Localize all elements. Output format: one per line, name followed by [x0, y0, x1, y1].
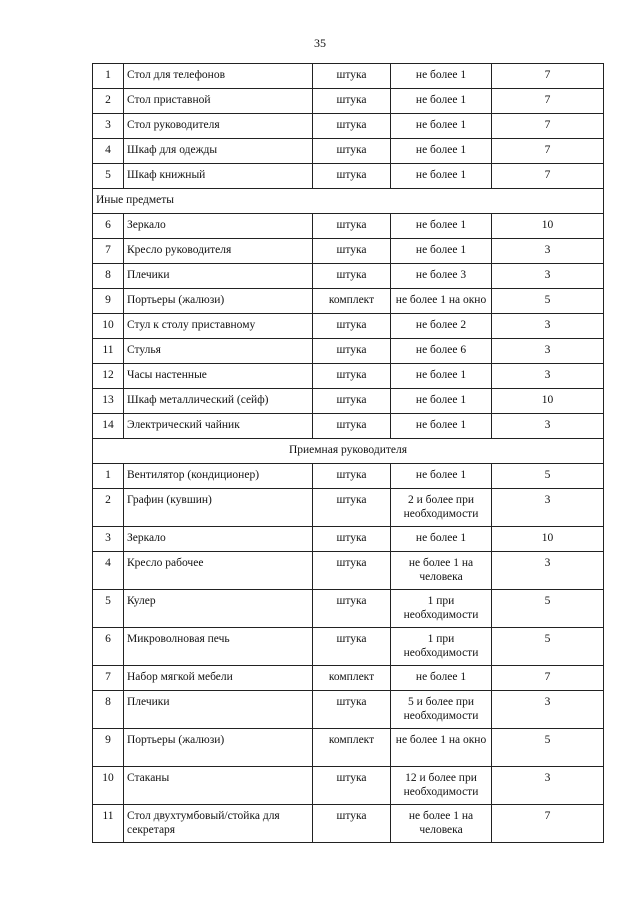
unit-of-measure: комплект — [328, 671, 375, 683]
item-name-cell — [124, 414, 313, 439]
unit-of-measure: комплект — [328, 734, 375, 746]
section-header-text: Приемная руководителя — [288, 444, 408, 456]
table-row — [93, 139, 604, 164]
quantity-norm: не более 1 на окно — [395, 734, 487, 746]
service-life-cell — [492, 164, 604, 189]
quantity-norm-cell — [391, 527, 492, 552]
quantity-norm: не более 1 — [415, 144, 467, 156]
service-life-cell — [492, 89, 604, 114]
unit-of-measure: штука — [336, 557, 367, 569]
row-number-cell — [93, 214, 124, 239]
quantity-norm: не более 1 — [415, 69, 467, 81]
table-row — [93, 339, 604, 364]
quantity-norm: не более 3 — [415, 269, 467, 281]
quantity-norm-cell — [391, 264, 492, 289]
table-row — [93, 264, 604, 289]
unit-of-measure-cell — [313, 339, 391, 364]
unit-of-measure-cell — [313, 364, 391, 389]
row-number: 9 — [105, 734, 111, 746]
table-row — [93, 164, 604, 189]
item-name-cell — [124, 139, 313, 164]
unit-of-measure: штука — [336, 810, 367, 822]
unit-of-measure: штука — [336, 219, 367, 231]
service-life-cell — [492, 805, 604, 843]
item-name: Портьеры (жалюзи) — [127, 294, 225, 306]
unit-of-measure-cell — [313, 414, 391, 439]
quantity-norm: 5 и более при необходимости — [403, 696, 479, 722]
item-name: Кресло руководителя — [127, 244, 232, 256]
service-life-cell — [492, 339, 604, 364]
unit-of-measure-cell — [313, 89, 391, 114]
unit-of-measure: штука — [336, 532, 367, 544]
item-name-cell — [124, 89, 313, 114]
service-life: 7 — [544, 94, 551, 106]
item-name-cell — [124, 364, 313, 389]
table-row — [93, 239, 604, 264]
unit-of-measure: штука — [336, 69, 367, 81]
quantity-norm: не более 6 — [415, 344, 467, 356]
item-name: Стол руководителя — [127, 119, 220, 131]
unit-of-measure-cell — [313, 239, 391, 264]
table-row — [93, 628, 604, 666]
quantity-norm: 2 и более при необходимости — [403, 494, 479, 520]
item-name: Портьеры (жалюзи) — [127, 734, 225, 746]
table-row — [93, 289, 604, 314]
row-number-cell — [93, 628, 124, 666]
service-life-cell — [492, 691, 604, 729]
item-name-cell — [124, 628, 313, 666]
table-row — [93, 314, 604, 339]
item-name-cell — [124, 552, 313, 590]
quantity-norm: не более 1 — [415, 94, 467, 106]
row-number: 10 — [102, 772, 114, 784]
row-number-cell — [93, 114, 124, 139]
unit-of-measure-cell — [313, 729, 391, 767]
item-name: Шкаф для одежды — [127, 144, 218, 156]
row-number-cell — [93, 805, 124, 843]
table-row — [93, 767, 604, 805]
quantity-norm: не более 1 — [415, 671, 467, 683]
quantity-norm-cell — [391, 239, 492, 264]
service-life: 3 — [544, 369, 551, 381]
quantity-norm-cell — [391, 139, 492, 164]
service-life-cell — [492, 729, 604, 767]
item-name-cell — [124, 527, 313, 552]
item-name: Часы настенные — [127, 369, 207, 381]
row-number: 13 — [102, 394, 114, 406]
unit-of-measure: штука — [336, 369, 367, 381]
unit-of-measure: штука — [336, 494, 367, 506]
service-life-cell — [492, 414, 604, 439]
item-name-cell — [124, 114, 313, 139]
unit-of-measure: штука — [336, 469, 367, 481]
quantity-norm: не более 1 — [415, 219, 467, 231]
item-name-cell — [124, 164, 313, 189]
item-name: Стол для телефонов — [127, 69, 226, 81]
quantity-norm-cell — [391, 805, 492, 843]
item-name-cell — [124, 264, 313, 289]
table-row — [93, 489, 604, 527]
item-name: Стол двухтумбовый/стойка для секретаря — [127, 810, 280, 836]
row-number-cell — [93, 414, 124, 439]
quantity-norm-cell — [391, 114, 492, 139]
item-name-cell — [124, 767, 313, 805]
table-row — [93, 590, 604, 628]
service-life: 7 — [544, 144, 551, 156]
service-life: 3 — [544, 696, 551, 708]
unit-of-measure: штука — [336, 394, 367, 406]
service-life-cell — [492, 239, 604, 264]
item-name-cell — [124, 339, 313, 364]
item-name-cell — [124, 729, 313, 767]
service-life: 3 — [544, 419, 551, 431]
item-name: Плечики — [127, 696, 170, 708]
service-life-cell — [492, 527, 604, 552]
item-name-cell — [124, 691, 313, 729]
quantity-norm-cell — [391, 489, 492, 527]
quantity-norm-cell — [391, 339, 492, 364]
item-name: Зеркало — [127, 219, 166, 231]
row-number: 4 — [105, 144, 111, 156]
service-life: 3 — [544, 244, 551, 256]
quantity-norm-cell — [391, 464, 492, 489]
service-life-cell — [492, 489, 604, 527]
service-life: 3 — [544, 269, 551, 281]
row-number: 5 — [105, 595, 111, 607]
quantity-norm-cell — [391, 364, 492, 389]
row-number-cell — [93, 64, 124, 89]
row-number: 10 — [102, 319, 114, 331]
quantity-norm-cell — [391, 590, 492, 628]
unit-of-measure-cell — [313, 389, 391, 414]
service-life: 7 — [544, 169, 551, 181]
item-name-cell — [124, 214, 313, 239]
unit-of-measure: штука — [336, 269, 367, 281]
section-header-label — [93, 439, 604, 464]
item-name: Кресло рабочее — [127, 557, 204, 569]
quantity-norm-cell — [391, 691, 492, 729]
table-row — [93, 64, 604, 89]
unit-of-measure: штука — [336, 119, 367, 131]
service-life-cell — [492, 214, 604, 239]
quantity-norm-cell — [391, 389, 492, 414]
service-life: 7 — [544, 119, 551, 131]
unit-of-measure: штука — [336, 144, 367, 156]
row-number: 12 — [102, 369, 114, 381]
item-name-cell — [124, 314, 313, 339]
item-name-cell — [124, 666, 313, 691]
row-number: 1 — [105, 69, 111, 81]
row-number: 3 — [105, 119, 111, 131]
item-name: Набор мягкой мебели — [127, 671, 233, 683]
unit-of-measure: комплект — [328, 294, 375, 306]
unit-of-measure-cell — [313, 164, 391, 189]
unit-of-measure: штука — [336, 319, 367, 331]
service-life: 7 — [544, 671, 551, 683]
quantity-norm: не более 1 — [415, 119, 467, 131]
row-number-cell — [93, 729, 124, 767]
section-header-row — [93, 189, 604, 214]
row-number-cell — [93, 552, 124, 590]
table-row — [93, 527, 604, 552]
item-name: Стаканы — [127, 772, 170, 784]
section-header-text: Иные предметы — [96, 194, 175, 206]
quantity-norm: не более 1 — [415, 369, 467, 381]
row-number: 9 — [105, 294, 111, 306]
service-life-cell — [492, 389, 604, 414]
unit-of-measure-cell — [313, 289, 391, 314]
quantity-norm: не более 1 на человека — [408, 557, 474, 583]
row-number-cell — [93, 489, 124, 527]
row-number-cell — [93, 527, 124, 552]
unit-of-measure-cell — [313, 527, 391, 552]
row-number-cell — [93, 264, 124, 289]
quantity-norm-cell — [391, 214, 492, 239]
row-number-cell — [93, 339, 124, 364]
quantity-norm: не более 1 — [415, 469, 467, 481]
service-life: 5 — [544, 294, 551, 306]
table-row — [93, 114, 604, 139]
unit-of-measure: штука — [336, 696, 367, 708]
service-life-cell — [492, 139, 604, 164]
service-life-cell — [492, 666, 604, 691]
service-life-cell — [492, 289, 604, 314]
unit-of-measure-cell — [313, 590, 391, 628]
item-name-cell — [124, 464, 313, 489]
service-life-cell — [492, 628, 604, 666]
row-number-cell — [93, 89, 124, 114]
item-name-cell — [124, 64, 313, 89]
service-life-cell — [492, 464, 604, 489]
item-name: Графин (кувшин) — [127, 494, 212, 506]
quantity-norm: не более 1 на человека — [408, 810, 474, 836]
quantity-norm: не более 1 — [415, 244, 467, 256]
row-number: 6 — [105, 633, 111, 645]
service-life-cell — [492, 114, 604, 139]
row-number-cell — [93, 164, 124, 189]
unit-of-measure-cell — [313, 114, 391, 139]
unit-of-measure: штука — [336, 94, 367, 106]
unit-of-measure-cell — [313, 805, 391, 843]
row-number: 8 — [105, 269, 111, 281]
row-number-cell — [93, 666, 124, 691]
table-row — [93, 89, 604, 114]
unit-of-measure-cell — [313, 139, 391, 164]
unit-of-measure-cell — [313, 628, 391, 666]
item-name: Микроволновая печь — [127, 633, 230, 645]
service-life-cell — [492, 590, 604, 628]
row-number-cell — [93, 314, 124, 339]
unit-of-measure: штука — [336, 633, 367, 645]
item-name: Плечики — [127, 269, 170, 281]
item-name-cell — [124, 805, 313, 843]
service-life-cell — [492, 64, 604, 89]
quantity-norm: 12 и более при необходимости — [403, 772, 479, 798]
row-number-cell — [93, 239, 124, 264]
quantity-norm: не более 1 — [415, 169, 467, 181]
page-number: 35 — [314, 36, 326, 50]
service-life-cell — [492, 314, 604, 339]
item-name: Вентилятор (кондиционер) — [127, 469, 260, 481]
service-life: 10 — [541, 219, 554, 231]
service-life: 3 — [544, 344, 551, 356]
unit-of-measure-cell — [313, 666, 391, 691]
row-number: 7 — [105, 244, 111, 256]
unit-of-measure-cell — [313, 214, 391, 239]
service-life-cell — [492, 767, 604, 805]
quantity-norm-cell — [391, 767, 492, 805]
quantity-norm: 1 при необходимости — [403, 595, 479, 621]
item-name: Электрический чайник — [127, 419, 240, 431]
service-life: 10 — [541, 394, 554, 406]
unit-of-measure-cell — [313, 489, 391, 527]
section-header-row — [93, 439, 604, 464]
quantity-norm: не более 1 — [415, 532, 467, 544]
quantity-norm-cell — [391, 628, 492, 666]
unit-of-measure-cell — [313, 767, 391, 805]
furniture-norms-table — [92, 63, 604, 843]
item-name-cell — [124, 239, 313, 264]
row-number: 3 — [105, 532, 111, 544]
unit-of-measure-cell — [313, 691, 391, 729]
row-number: 6 — [105, 219, 111, 231]
service-life: 3 — [544, 494, 551, 506]
service-life-cell — [492, 364, 604, 389]
service-life: 3 — [544, 319, 551, 331]
table-row — [93, 691, 604, 729]
service-life: 7 — [544, 810, 551, 822]
row-number: 2 — [105, 94, 111, 106]
quantity-norm: не более 1 на окно — [395, 294, 487, 306]
quantity-norm-cell — [391, 552, 492, 590]
table-row — [93, 552, 604, 590]
item-name: Шкаф металлический (сейф) — [127, 394, 269, 406]
unit-of-measure: штука — [336, 344, 367, 356]
row-number: 1 — [105, 469, 111, 481]
unit-of-measure-cell — [313, 314, 391, 339]
table-row — [93, 805, 604, 843]
quantity-norm-cell — [391, 314, 492, 339]
service-life: 3 — [544, 557, 551, 569]
section-header-label — [93, 189, 604, 214]
service-life-cell — [492, 552, 604, 590]
service-life: 5 — [544, 633, 551, 645]
quantity-norm-cell — [391, 666, 492, 691]
row-number-cell — [93, 139, 124, 164]
unit-of-measure-cell — [313, 64, 391, 89]
table-row — [93, 666, 604, 691]
row-number-cell — [93, 364, 124, 389]
unit-of-measure: штука — [336, 772, 367, 784]
table-row — [93, 389, 604, 414]
item-name-cell — [124, 289, 313, 314]
service-life: 5 — [544, 469, 551, 481]
quantity-norm: не более 2 — [415, 319, 467, 331]
quantity-norm: не более 1 — [415, 419, 467, 431]
item-name: Стулья — [127, 344, 161, 356]
quantity-norm: 1 при необходимости — [403, 633, 479, 659]
service-life: 5 — [544, 734, 551, 746]
table-row — [93, 464, 604, 489]
row-number-cell — [93, 464, 124, 489]
table-row — [93, 214, 604, 239]
quantity-norm-cell — [391, 414, 492, 439]
item-name-cell — [124, 389, 313, 414]
quantity-norm-cell — [391, 64, 492, 89]
row-number: 11 — [102, 810, 114, 822]
row-number: 11 — [102, 344, 114, 356]
service-life: 3 — [544, 772, 551, 784]
unit-of-measure: штука — [336, 419, 367, 431]
quantity-norm-cell — [391, 729, 492, 767]
row-number: 4 — [105, 557, 111, 569]
item-name: Зеркало — [127, 532, 166, 544]
table-row — [93, 414, 604, 439]
quantity-norm-cell — [391, 289, 492, 314]
item-name: Шкаф книжный — [127, 169, 206, 181]
service-life: 10 — [541, 532, 554, 544]
row-number-cell — [93, 767, 124, 805]
service-life: 7 — [544, 69, 551, 81]
item-name-cell — [124, 489, 313, 527]
row-number-cell — [93, 289, 124, 314]
row-number-cell — [93, 691, 124, 729]
unit-of-measure: штука — [336, 244, 367, 256]
quantity-norm: не более 1 — [415, 394, 467, 406]
unit-of-measure-cell — [313, 464, 391, 489]
row-number: 14 — [102, 419, 114, 431]
item-name: Кулер — [127, 595, 156, 607]
table-row — [93, 729, 604, 767]
item-name: Стол приставной — [127, 94, 211, 106]
service-life: 5 — [544, 595, 551, 607]
row-number: 5 — [105, 169, 111, 181]
unit-of-measure: штука — [336, 169, 367, 181]
row-number-cell — [93, 590, 124, 628]
table-row — [93, 364, 604, 389]
service-life-cell — [492, 264, 604, 289]
table-body — [93, 64, 604, 843]
quantity-norm-cell — [391, 164, 492, 189]
row-number: 2 — [105, 494, 111, 506]
item-name: Стул к столу приставному — [127, 319, 256, 331]
unit-of-measure-cell — [313, 552, 391, 590]
row-number: 8 — [105, 696, 111, 708]
row-number: 7 — [105, 671, 111, 683]
quantity-norm-cell — [391, 89, 492, 114]
unit-of-measure: штука — [336, 595, 367, 607]
item-name-cell — [124, 590, 313, 628]
unit-of-measure-cell — [313, 264, 391, 289]
row-number-cell — [93, 389, 124, 414]
